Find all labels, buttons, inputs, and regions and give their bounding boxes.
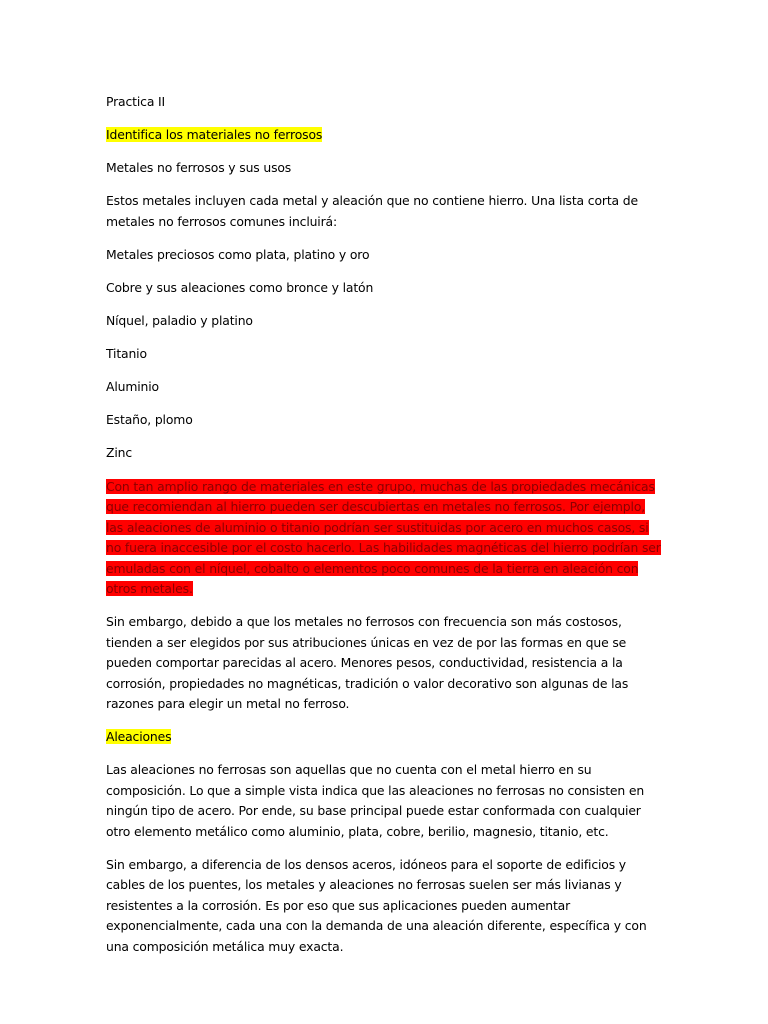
list-item: Cobre y sus aleaciones como bronce y latón (106, 279, 374, 295)
section-heading (106, 727, 662, 748)
body-paragraph: Las aleaciones no ferrosas son aquellas que no cuenta con el metal hierro en su composición. Lo que a simple vista indica que las aleaciones no ferrosas no consisten en ningún tipo de acero. Por ende, su base principal puede estar conformada con cualquier otro elemento metálico como aluminio, plata, cobre, berilio, magnesio, titanio, etc. (106, 762, 645, 839)
highlighted-heading (106, 125, 662, 146)
list-item: Zinc (106, 445, 132, 461)
red-highlighted-paragraph (106, 477, 662, 600)
document-title: Practica II (106, 94, 166, 109)
body-paragraph: Sin embargo, debido a que los metales no ferrosos con frecuencia son más costosos, tienden a ser elegidos por sus atribuciones únicas en vez de por las formas en que se pueden comportar parecidas al acero. Menores pesos, conductividad, resistencia a la corrosión, propiedades no magnéticas, tradición o valor decorativo son algunas de las razones para elegir un metal no ferroso. (106, 614, 629, 712)
red-highlight: Con tan amplio rango de materiales en este grupo, muchas de las propiedades mecánicas que recomiendan al hierro pueden ser descubiertas en metales no ferrosos. Por ejemplo, las aleaciones de aluminio o titanio podrían ser sustituidas por acero en muchos casos, si no fuera inaccesible por el costo hacerlo. Las habilidades magnéticas del hierro podrían ser emuladas con el níquel, cobalto o elementos poco comunes de la tierra en aleación con otros metales. (106, 478, 661, 597)
document-page (106, 92, 662, 970)
intro-paragraph: Estos metales incluyen cada metal y aleación que no contiene hierro. Una lista corta de metales no ferrosos comunes incluirá: (106, 193, 638, 229)
body-paragraph: Sin embargo, a diferencia de los densos aceros, idóneos para el soporte de edificios y cables de los puentes, los metales y aleaciones no ferrosas suelen ser más livianas y resistentes a la corrosión. Es por eso que sus aplicaciones pueden aumentar exponencialmente, cada una con la demanda de una aleación diferente, específica y con una composición metálica muy exacta. (106, 856, 647, 954)
list-item: Aluminio (106, 379, 159, 395)
document-subtitle: Metales no ferrosos y sus usos (106, 160, 292, 176)
list-item: Titanio (106, 346, 147, 362)
yellow-highlight: Aleaciones (106, 729, 172, 745)
list-item: Metales preciosos como plata, platino y oro (106, 246, 370, 262)
list-item: Estaño, plomo (106, 412, 193, 428)
list-item: Níquel, paladio y platino (106, 313, 253, 329)
yellow-highlight: Identifica los materiales no ferrosos (106, 127, 323, 143)
